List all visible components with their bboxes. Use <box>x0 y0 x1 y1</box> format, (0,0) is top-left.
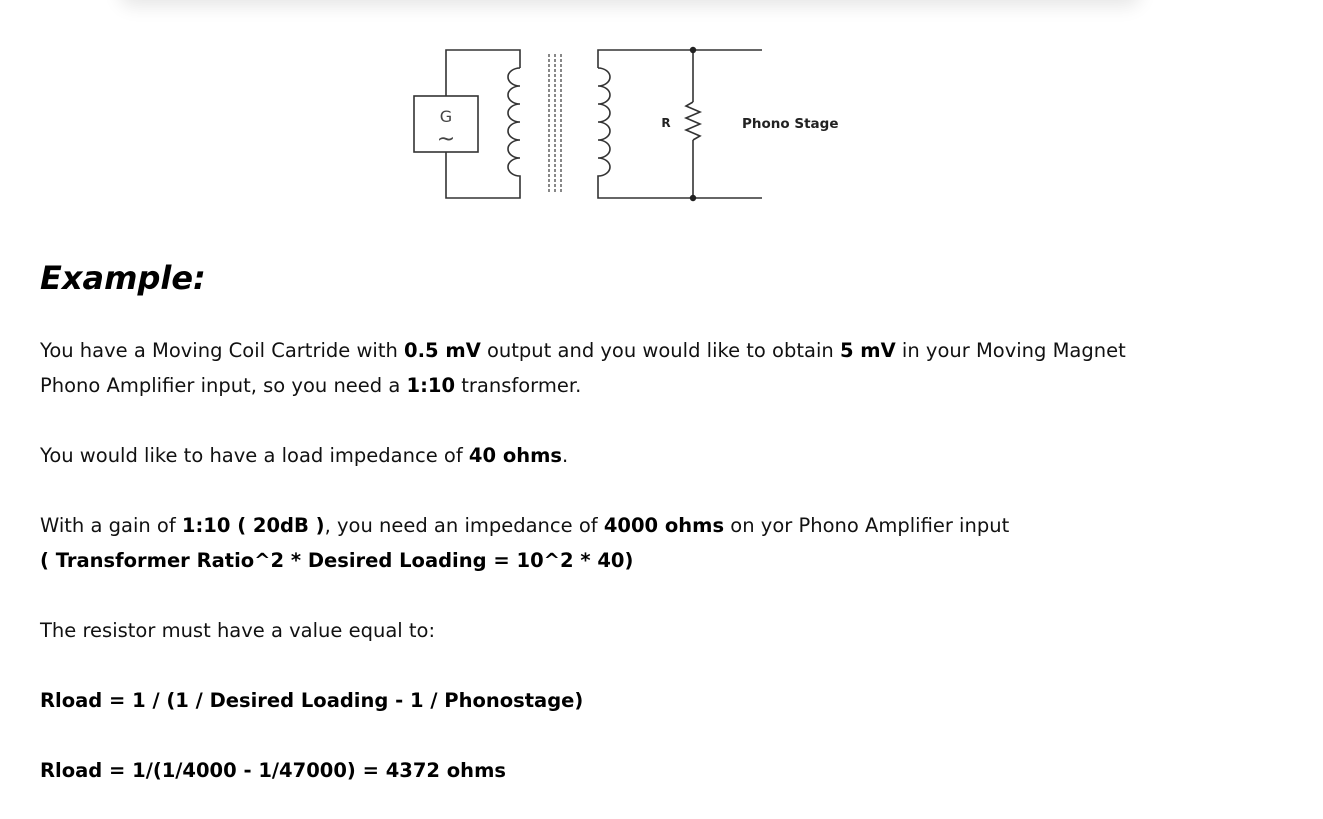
formula-text: Rload = 1/(1/4000 - 1/47000) = 4372 ohms <box>40 759 506 782</box>
text-span: With a gain of <box>40 514 182 537</box>
bold-span: 1:10 ( 20dB ) <box>181 514 325 537</box>
generator-label: G <box>439 107 453 126</box>
text-span: , you need an impedance of <box>324 514 604 537</box>
bold-span: 1:10 <box>406 374 456 397</box>
transformer-circuit-diagram <box>400 40 860 210</box>
primary-wire-bottom <box>446 152 520 198</box>
formula-rload-result <box>40 753 1220 788</box>
bold-span: ( Transformer Ratio^2 * Desired Loading = 10^2 * 40) <box>40 549 634 572</box>
resistor-label: R <box>661 116 671 130</box>
bold-span: 40 ohms <box>468 444 563 467</box>
secondary-coil <box>598 68 610 180</box>
paragraph-cartridge <box>40 333 1220 403</box>
bold-span: 4000 ohms <box>603 514 725 537</box>
text-span: . <box>562 444 569 467</box>
bold-span: 0.5 mV <box>404 339 481 362</box>
text-span: on yor Phono Amplifier input <box>724 514 1010 537</box>
text-span: transformer. <box>455 374 582 397</box>
text-span: in your Moving Magnet <box>895 339 1126 362</box>
text-span: You would like to have a load impedance of <box>40 444 469 467</box>
formula-text: Rload = 1 / (1 / Desired Loading - 1 / Phonostage) <box>40 689 584 712</box>
resistor-zigzag <box>686 102 700 140</box>
phono-stage-label: Phono Stage <box>742 116 839 132</box>
formula-rload-general <box>40 683 1220 718</box>
text-span: You have a Moving Coil Cartride with <box>40 339 405 362</box>
secondary-wire-bottom <box>598 180 762 198</box>
primary-coil <box>508 68 520 180</box>
text-span: output and you would like to obtain <box>480 339 840 362</box>
text-span: Phono Amplifier input, so you need a <box>40 374 407 397</box>
junction-dot-bottom <box>690 195 696 201</box>
generator-symbol: ~ <box>436 127 456 152</box>
secondary-wire-top <box>598 50 762 68</box>
example-heading: Example: <box>40 259 206 297</box>
bold-span: 5 mV <box>839 339 896 362</box>
paragraph-load-impedance <box>40 438 1220 473</box>
junction-dot-top <box>690 47 696 53</box>
paragraph-resistor-intro: The resistor must have a value equal to: <box>40 619 436 642</box>
paragraph-gain <box>40 508 1220 578</box>
